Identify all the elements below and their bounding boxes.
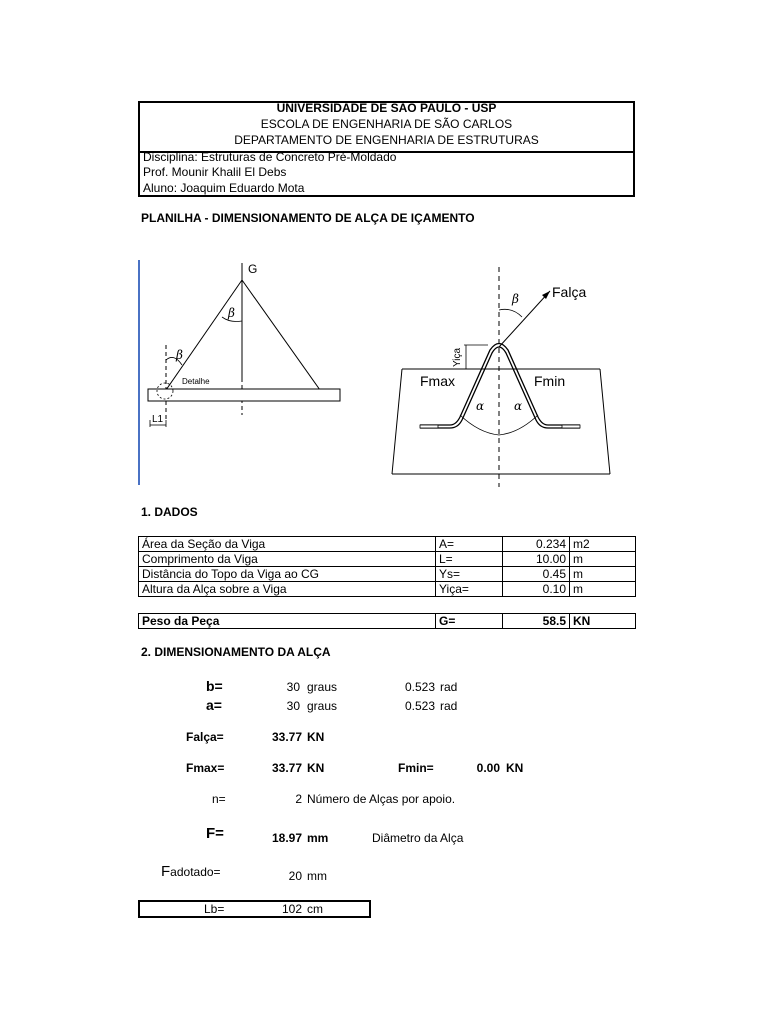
table-row [139,614,636,629]
row-unit: m [570,567,636,582]
row-value: 0.45 [503,567,570,582]
fmax-result-value: 33.77 [271,761,302,775]
phi-adot-label-small: adotado= [170,865,221,879]
phi-adot-label-big: F [161,863,171,880]
lb-value: 102 [281,902,302,916]
course-line: Disciplina: Estruturas de Concreto Pré-Moldado [143,150,397,164]
row-symbol: L= [436,552,503,567]
phi-unit: mm [307,831,329,845]
fmin-result-label: Fmin= [398,761,434,775]
fmin-result-value: 0.00 [476,761,500,775]
lb-unit: cm [307,902,323,916]
phi-adot-unit: mm [307,869,327,883]
row-unit: m [570,582,636,597]
a-rad-unit: rad [440,699,458,713]
falca-result-label: Falça= [186,730,224,744]
beta-label-1: β [228,306,235,320]
fmax-label: Fmax [420,373,455,389]
student-line: Aluno: Joaquim Eduardo Mota [143,181,305,195]
dados-title: 1. DADOS [141,505,198,519]
peso-value: 58.5 [503,614,570,629]
table-row [139,567,636,582]
table-row [139,537,636,552]
yica-label: Yiça [452,347,463,367]
fmin-label: Fmin [534,373,566,389]
school-title: ESCOLA DE ENGENHARIA DE SÃO CARLOS [260,117,513,131]
lb-label: Lb= [204,902,225,916]
fmax-result-label: Fmax= [186,761,225,775]
fmax-result-unit: KN [307,761,325,775]
row-value: 10.00 [503,552,570,567]
b-rad-value: 0.523 [404,680,435,694]
professor-line: Prof. Mounir Khalil El Debs [143,165,287,179]
a-label: a= [206,697,222,713]
a-value: 30 [286,699,300,713]
peso-table [138,613,636,629]
b-label: b= [206,678,223,694]
detail-label: Detalhe [182,377,210,386]
falca-result-value: 33.77 [271,730,302,744]
b-unit: graus [307,680,338,694]
a-rad-value: 0.523 [404,699,435,713]
row-value: 0.10 [503,582,570,597]
peso-symbol: G= [436,614,503,629]
row-symbol: Yiça= [436,582,503,597]
fmin-result-unit: KN [506,761,524,775]
dados-table [138,536,636,597]
lb-box [138,900,371,918]
university-title: UNIVERSIDADE DE SÃO PAULO - USP [276,101,497,115]
n-label: n= [212,792,226,806]
row-unit: m [570,552,636,567]
falca-result-unit: KN [307,730,325,744]
phi-adot-label [161,865,221,879]
row-label: Área da Seção da Viga [139,537,436,552]
row-symbol: Ys= [436,567,503,582]
phi-desc: Diâmetro da Alça [372,831,464,845]
l1-label: L1 [152,414,164,425]
header-box [138,101,635,197]
phi-adot-value: 20 [288,869,302,883]
alpha-label-1: α [476,399,485,413]
department-title: DEPARTAMENTO DE ENGENHARIA DE ESTRUTURAS [234,133,539,147]
b-value: 30 [286,680,300,694]
peso-unit: KN [570,614,636,629]
lifting-diagram [130,255,630,490]
falca-label: Falça [552,284,587,300]
beta-label-2: β [176,348,183,362]
alpha-label-2: α [514,399,523,413]
g-label: G [248,262,258,276]
beta-label-right: β [512,292,519,306]
row-label: Altura da Alça sobre a Viga [139,582,436,597]
row-value: 0.234 [503,537,570,552]
peso-label: Peso da Peça [139,614,436,629]
table-row [139,552,636,567]
sheet-title: PLANILHA - DIMENSIONAMENTO DE ALÇA DE IÇAMENTO [141,211,475,225]
dim-title: 2. DIMENSIONAMENTO DA ALÇA [141,645,331,659]
phi-value: 18.97 [271,831,302,845]
table-row [139,582,636,597]
row-symbol: A= [436,537,503,552]
b-rad-unit: rad [440,680,458,694]
row-label: Distância do Topo da Viga ao CG [139,567,436,582]
phi-label: F= [206,825,224,842]
n-value: 2 [295,792,302,806]
row-label: Comprimento da Viga [139,552,436,567]
row-unit: m2 [570,537,636,552]
n-desc: Número de Alças por apoio. [307,792,456,806]
a-unit: graus [307,699,338,713]
